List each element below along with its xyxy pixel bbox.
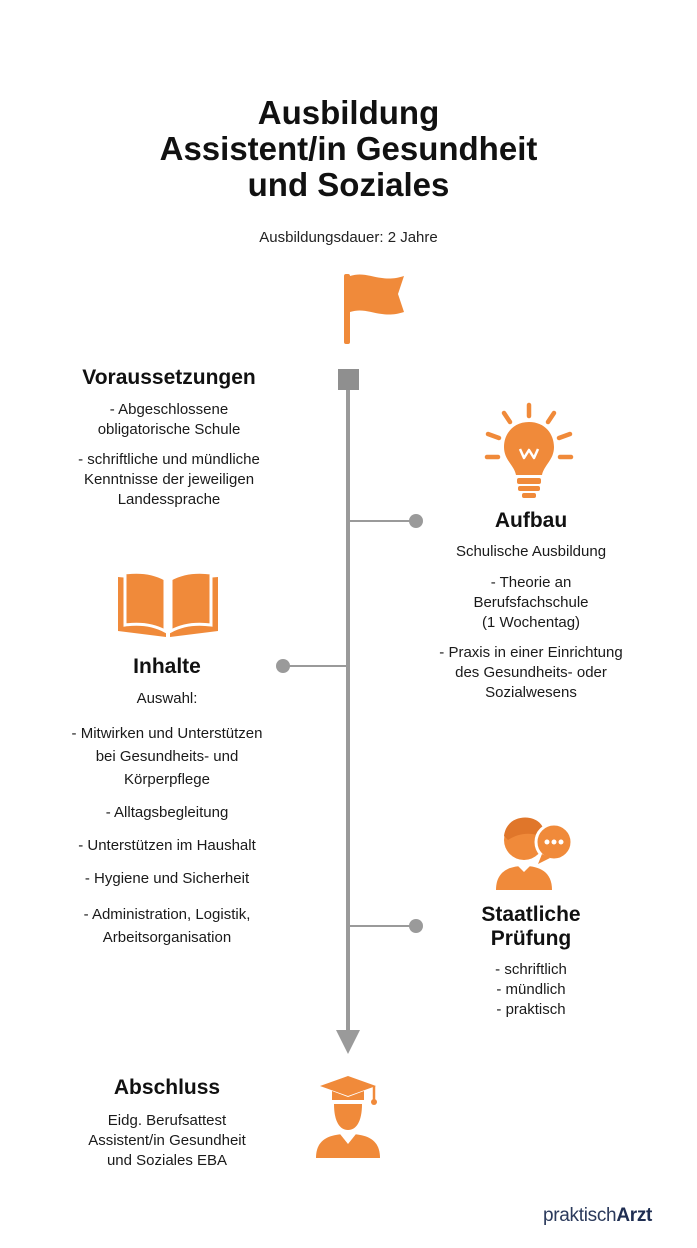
aufbau-heading: Aufbau — [494, 509, 568, 532]
voraussetzungen-item-2 — [38, 450, 300, 510]
text-line: - Alltagsbegleitung — [105, 804, 229, 821]
abschluss-heading: Abschluss — [113, 1076, 221, 1099]
inhalte-item-4 — [36, 869, 298, 889]
duration-subtitle: Ausbildungsdauer: 2 Jahre — [259, 229, 438, 246]
timeline-start-square — [338, 369, 359, 390]
text-line: Sozialwesens — [485, 684, 577, 701]
title-line-1: Ausbildung — [257, 94, 440, 131]
book-icon — [114, 567, 222, 641]
timeline-line — [346, 378, 350, 1038]
inhalte-item-3 — [36, 836, 298, 856]
text-line: - Hygiene und Sicherheit — [84, 870, 250, 887]
text-line: - Administration, Logistik, — [83, 906, 251, 923]
text-line: und Soziales EBA — [106, 1152, 228, 1169]
text-line: Prüfung — [490, 927, 572, 950]
list-item: - mündlich — [496, 981, 566, 998]
aufbau-item-2 — [400, 643, 662, 703]
text-line: - Mitwirken und Unterstützen — [71, 725, 263, 742]
list-item: - praktisch — [496, 1001, 566, 1018]
text-line: - Praxis in einer Einrichtung — [439, 644, 623, 661]
brand-logo — [543, 1205, 652, 1227]
brand-bold: Arzt — [616, 1205, 653, 1226]
title-line-3: und Soziales — [247, 166, 450, 203]
text-line: Körperpflege — [124, 771, 210, 788]
person-speech-icon — [490, 810, 574, 892]
inhalte-item-1 — [36, 722, 298, 791]
lightbulb-icon — [482, 402, 576, 500]
graduate-icon — [312, 1072, 384, 1160]
text-line: obligatorische Schule — [97, 421, 241, 438]
text-line: des Gesundheits- oder — [455, 664, 607, 681]
inhalte-item-2 — [36, 803, 298, 823]
page-title — [0, 95, 697, 203]
text-line: - Abgeschlossene — [109, 401, 229, 418]
text-line: - Theorie an — [490, 574, 572, 591]
text-line: - Unterstützen im Haushalt — [78, 837, 256, 854]
inhalte-intro: Auswahl: — [136, 690, 198, 707]
aufbau-intro: Schulische Ausbildung — [455, 543, 607, 560]
brand-light: praktisch — [543, 1205, 617, 1226]
text-line: Staatliche — [481, 903, 581, 926]
text-line: Kenntnisse der jeweiligen — [83, 471, 255, 488]
text-line: (1 Wochentag) — [481, 614, 581, 631]
aufbau-item-1 — [400, 573, 662, 633]
pruefung-heading — [400, 903, 662, 951]
timeline-arrow-icon — [336, 1030, 360, 1056]
pruefung-items — [400, 960, 662, 1020]
inhalte-item-5 — [36, 903, 298, 949]
voraussetzungen-heading: Voraussetzungen — [82, 366, 256, 389]
inhalte-heading: Inhalte — [133, 655, 201, 678]
text-line: bei Gesundheits- und — [95, 748, 239, 765]
text-line: Eidg. Berufsattest — [107, 1112, 227, 1129]
text-line: Landessprache — [117, 491, 221, 508]
voraussetzungen-item-1 — [38, 400, 300, 440]
flag-icon — [338, 270, 410, 346]
list-item: - schriftlich — [495, 961, 567, 978]
text-line: Arbeitsorganisation — [102, 929, 232, 946]
title-line-2: Assistent/in Gesundheit — [159, 130, 538, 167]
text-line: Berufsfachschule — [473, 594, 589, 611]
abschluss-text — [36, 1111, 298, 1171]
text-line: - schriftliche und mündliche — [78, 451, 260, 468]
text-line: Assistent/in Gesundheit — [88, 1132, 246, 1149]
